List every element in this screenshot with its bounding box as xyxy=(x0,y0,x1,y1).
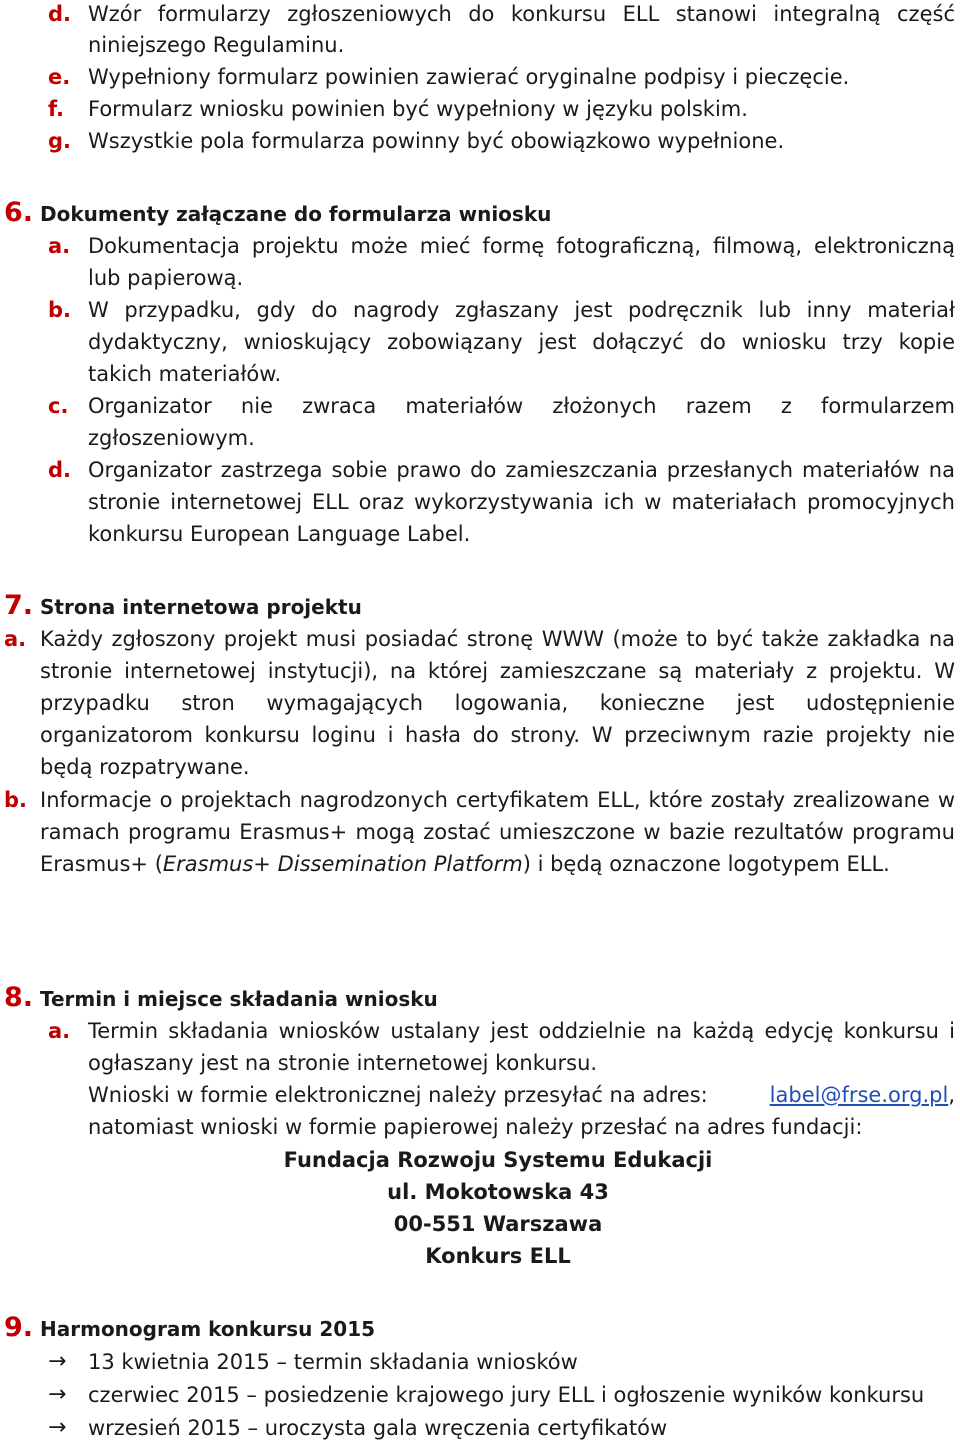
paragraph-line: stronie internetowej ELL oraz wykorzystywania ich w materiałach promocyjnych xyxy=(88,490,955,514)
paragraph-line: Wszystkie pola formularza powinny być obowiązkowo wypełnione. xyxy=(88,129,785,153)
paragraph-line: Wypełniony formularz powinien zawierać oryginalne podpisy i pieczęcie. xyxy=(88,65,850,89)
paragraph-line: Organizator zastrzega sobie prawo do zamieszczania przesłanych materiałów na xyxy=(88,458,955,482)
list-label: c. xyxy=(48,394,69,418)
paragraph-line: ogłaszany jest na stronie internetowej konkursu. xyxy=(88,1051,598,1075)
address-line: Fundacja Rozwoju Systemu Edukacji xyxy=(283,1148,713,1172)
arrow-right-icon: → xyxy=(48,1349,67,1374)
arrow-right-icon: → xyxy=(48,1382,67,1407)
list-label: g. xyxy=(48,129,72,153)
text-run: , xyxy=(948,1083,955,1107)
address-line: ul. Mokotowska 43 xyxy=(387,1180,609,1204)
list-label: d. xyxy=(48,2,72,26)
section-number: 9. xyxy=(4,1312,34,1343)
list-label: b. xyxy=(4,788,28,812)
list-label: d. xyxy=(48,458,72,482)
list-label: a. xyxy=(4,627,27,651)
schedule-item: czerwiec 2015 – posiedzenie krajowego jury ELL i ogłoszenie wyników konkursu xyxy=(88,1383,925,1407)
paragraph-line: Wzór formularzy zgłoszeniowych do konkursu ELL stanowi integralną część xyxy=(88,2,955,26)
section-number: 8. xyxy=(4,982,34,1013)
paragraph-line: Formularz wniosku powinien być wypełniony w języku polskim. xyxy=(88,97,748,121)
section-heading: Dokumenty załączane do formularza wniosku xyxy=(40,202,552,226)
section-heading: Harmonogram konkursu 2015 xyxy=(40,1317,376,1341)
paragraph-line: konkursu European Language Label. xyxy=(88,522,471,546)
email-link[interactable]: label@frse.org.pl xyxy=(769,1083,949,1107)
list-label: a. xyxy=(48,234,71,258)
section-number: 6. xyxy=(4,197,34,228)
text-run: Erasmus+ ( xyxy=(40,852,163,876)
paragraph-line: niniejszego Regulaminu. xyxy=(88,33,345,57)
schedule-item: 13 kwietnia 2015 – termin składania wniosków xyxy=(88,1350,578,1374)
paragraph-line: dydaktyczny, wnioskujący zobowiązany jest dołączyć do wniosku trzy kopie xyxy=(88,330,955,354)
list-label: b. xyxy=(48,298,72,322)
arrow-right-icon: → xyxy=(48,1415,67,1440)
paragraph-line: Organizator nie zwraca materiałów złożonych razem z formularzem xyxy=(88,394,955,418)
schedule-item: wrzesień 2015 – uroczysta gala wręczenia certyfikatów xyxy=(88,1416,668,1440)
section-heading: Strona internetowa projektu xyxy=(40,595,362,619)
paragraph-line xyxy=(88,1081,955,1109)
paragraph-line: natomiast wnioski w formie papierowej należy przesłać na adres fundacji: xyxy=(88,1115,863,1139)
paragraph-line: będą rozpatrywane. xyxy=(40,755,250,779)
paragraph-line: ramach programu Erasmus+ mogą zostać umieszczone w bazie rezultatów programu xyxy=(40,820,955,844)
paragraph-line: zgłoszeniowym. xyxy=(88,426,255,450)
list-label: f. xyxy=(48,97,64,121)
address-line: Konkurs ELL xyxy=(425,1244,571,1268)
section-heading: Termin i miejsce składania wniosku xyxy=(40,987,438,1011)
paragraph-line: lub papierową. xyxy=(88,266,244,290)
paragraph-line: Informacje o projektach nagrodzonych certyfikatem ELL, które zostały zrealizowane w xyxy=(40,788,955,812)
paragraph-line: organizatorom konkursu loginu i hasła do strony. W przeciwnym razie projekty nie xyxy=(40,723,955,747)
text-run: Wnioski w formie elektronicznej należy przesyłać na adres: xyxy=(88,1083,708,1107)
section-number: 7. xyxy=(4,590,34,621)
paragraph-line: Każdy zgłoszony projekt musi posiadać stronę WWW (może to być także zakładka na xyxy=(40,627,955,651)
text-run: ) i będą oznaczone logotypem ELL. xyxy=(522,852,890,876)
paragraph-line xyxy=(40,850,890,878)
italic-text: Erasmus+ Dissemination Platform xyxy=(162,852,523,876)
paragraph-line: W przypadku, gdy do nagrody zgłaszany jest podręcznik lub inny materiał xyxy=(88,298,955,322)
paragraph-line: takich materiałów. xyxy=(88,362,282,386)
list-label: a. xyxy=(48,1019,71,1043)
paragraph-line: stronie internetowej instytucji), na której zamieszczane są materiały z projektu. W xyxy=(40,659,955,683)
paragraph-line: Dokumentacja projektu może mieć formę fotograficzną, filmową, elektroniczną xyxy=(88,234,955,258)
paragraph-line: przypadku stron wymagających logowania, konieczne jest udostępnienie xyxy=(40,691,955,715)
list-label: e. xyxy=(48,65,71,89)
paragraph-line: Termin składania wniosków ustalany jest oddzielnie na każdą edycję konkursu i xyxy=(88,1019,955,1043)
address-line: 00-551 Warszawa xyxy=(393,1212,603,1236)
